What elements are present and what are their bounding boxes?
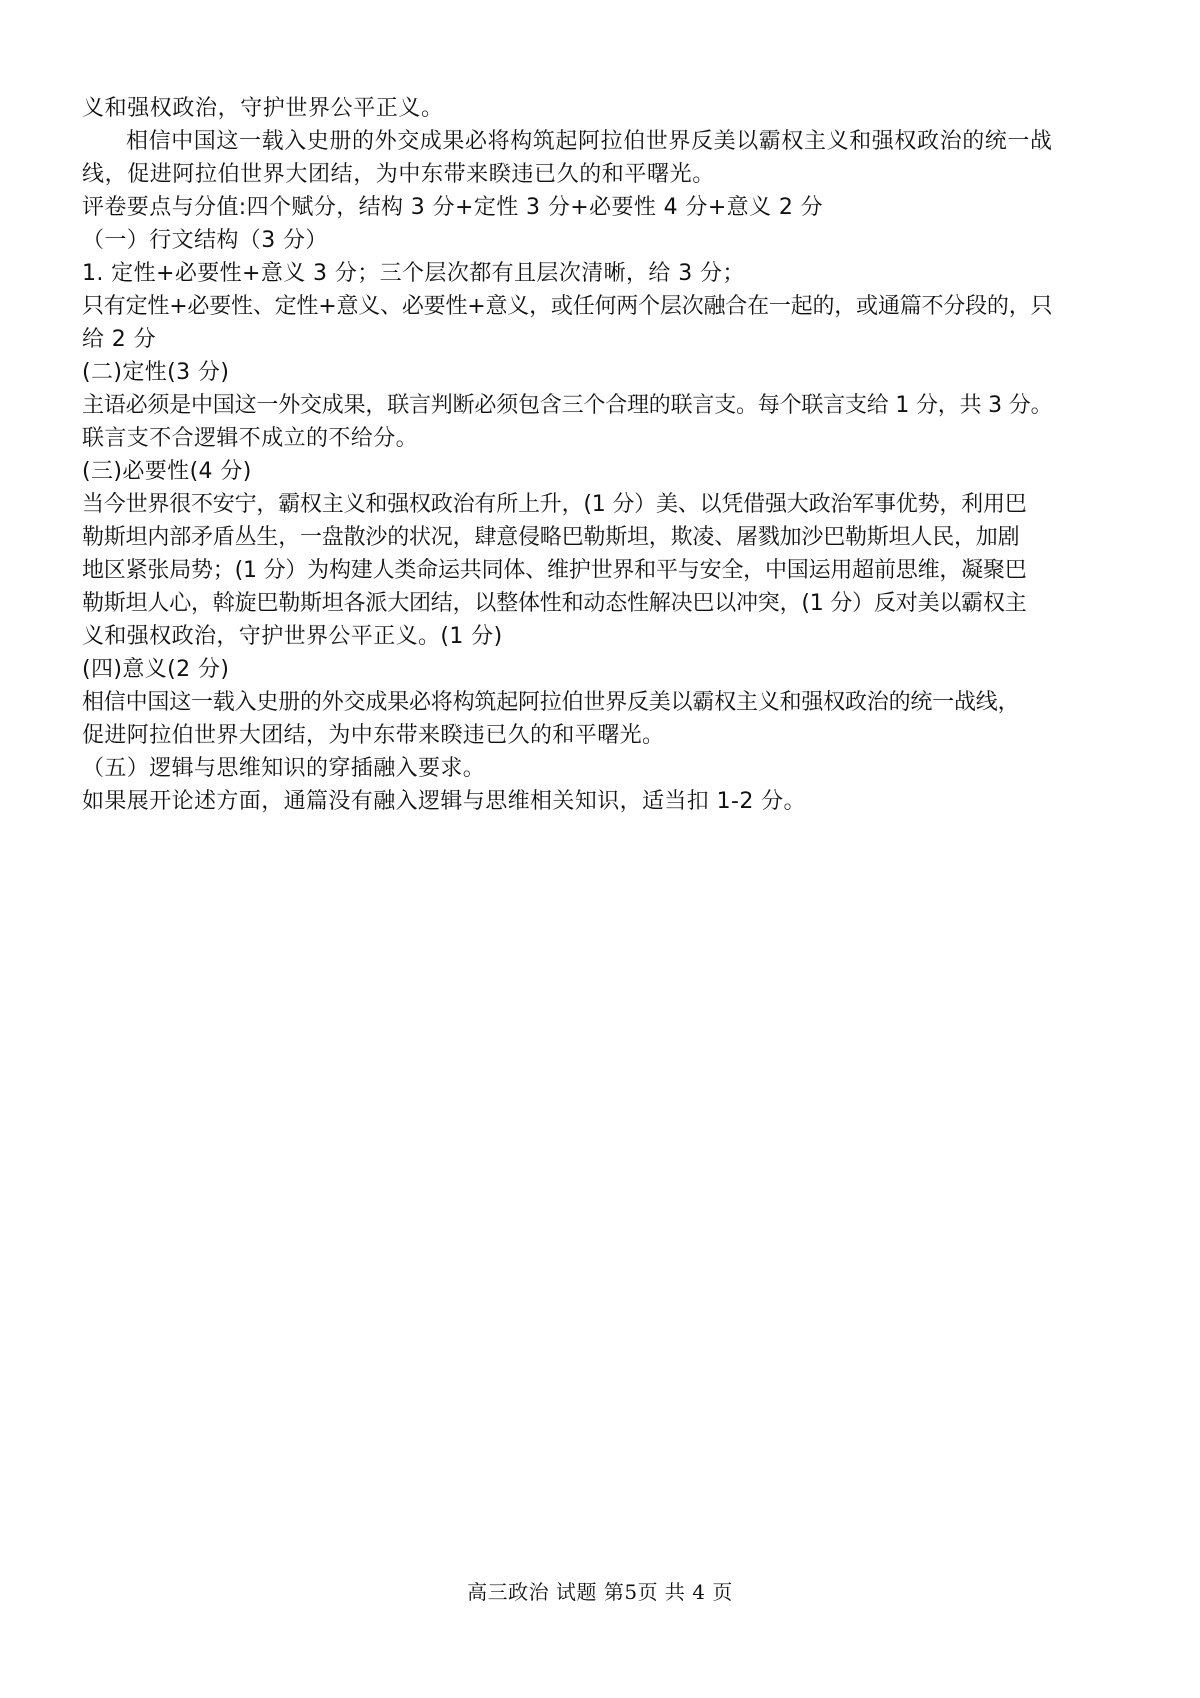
section-heading-significance: (四)意义(2 分) (82, 657, 230, 682)
rubric-line: 联言支不合逻辑不成立的不给分。 (82, 426, 419, 451)
rubric-line: 当今世界很不安宁，霸权主义和强权政治有所上升，(1 分）美、以凭借强大政治军事优势，利用巴 (82, 492, 1027, 517)
answer-line: 义和强权政治，守护世界公平正义。 (82, 96, 444, 121)
answer-paragraph-start: 相信中国这一载入史册的外交成果必将构筑起阿拉伯世界反美以霸权主义和强权政治的统一战 (126, 129, 1053, 154)
rubric-line: 促进阿拉伯世界大团结，为中东带来睽违已久的和平曙光。 (82, 723, 665, 748)
rubric-line: 给 2 分 (82, 327, 156, 352)
answer-line: 线，促进阿拉伯世界大团结，为中东带来睽违已久的和平曙光。 (82, 162, 715, 187)
rubric-line: 只有定性+必要性、定性+意义、必要性+意义，或任何两个层次融合在一起的，或通篇不分段的，只 (82, 294, 1053, 319)
rubric-line: 主语必须是中国这一外交成果，联言判断必须包含三个合理的联言支。每个联言支给 1 分，共 3 分。 (82, 393, 1053, 418)
document-body (82, 92, 1122, 818)
section-heading-structure: （一）行文结构（3 分） (82, 228, 328, 253)
rubric-line: 地区紧张局势；(1 分）为构建人类命运共同体、维护世界和平与安全，中国运用超前思维，凝聚巴 (82, 558, 1027, 583)
rubric-line: 1. 定性+必要性+意义 3 分；三个层次都有且层次清晰，给 3 分； (82, 261, 745, 286)
rubric-line: 义和强权政治，守护世界公平正义。(1 分) (82, 624, 503, 649)
section-heading-necessity: (三)必要性(4 分) (82, 459, 252, 484)
rubric-line: 如果展开论述方面，通篇没有融入逻辑与思维相关知识，适当扣 1-2 分。 (82, 789, 806, 814)
page-footer: 高三政治 试题 第5页 共 4 页 (467, 1580, 733, 1604)
section-heading-nature: (二)定性(3 分) (82, 360, 230, 385)
rubric-line: 勒斯坦人心，斡旋巴勒斯坦各派大团结，以整体性和动态性解决巴以冲突，(1 分）反对美以霸权主 (82, 591, 1027, 616)
rubric-line: 勒斯坦内部矛盾丛生，一盘散沙的状况，肆意侵略巴勒斯坦，欺凌、屠戮加沙巴勒斯坦人民，加剧 (82, 525, 1020, 550)
rubric-line: 相信中国这一载入史册的外交成果必将构筑起阿拉伯世界反美以霸权主义和强权政治的统一战线， (82, 690, 1020, 715)
section-heading-logic: （五）逻辑与思维知识的穿插融入要求。 (82, 756, 486, 781)
rubric-summary: 评卷要点与分值:四个赋分，结构 3 分+定性 3 分+必要性 4 分+意义 2 分 (82, 195, 824, 220)
